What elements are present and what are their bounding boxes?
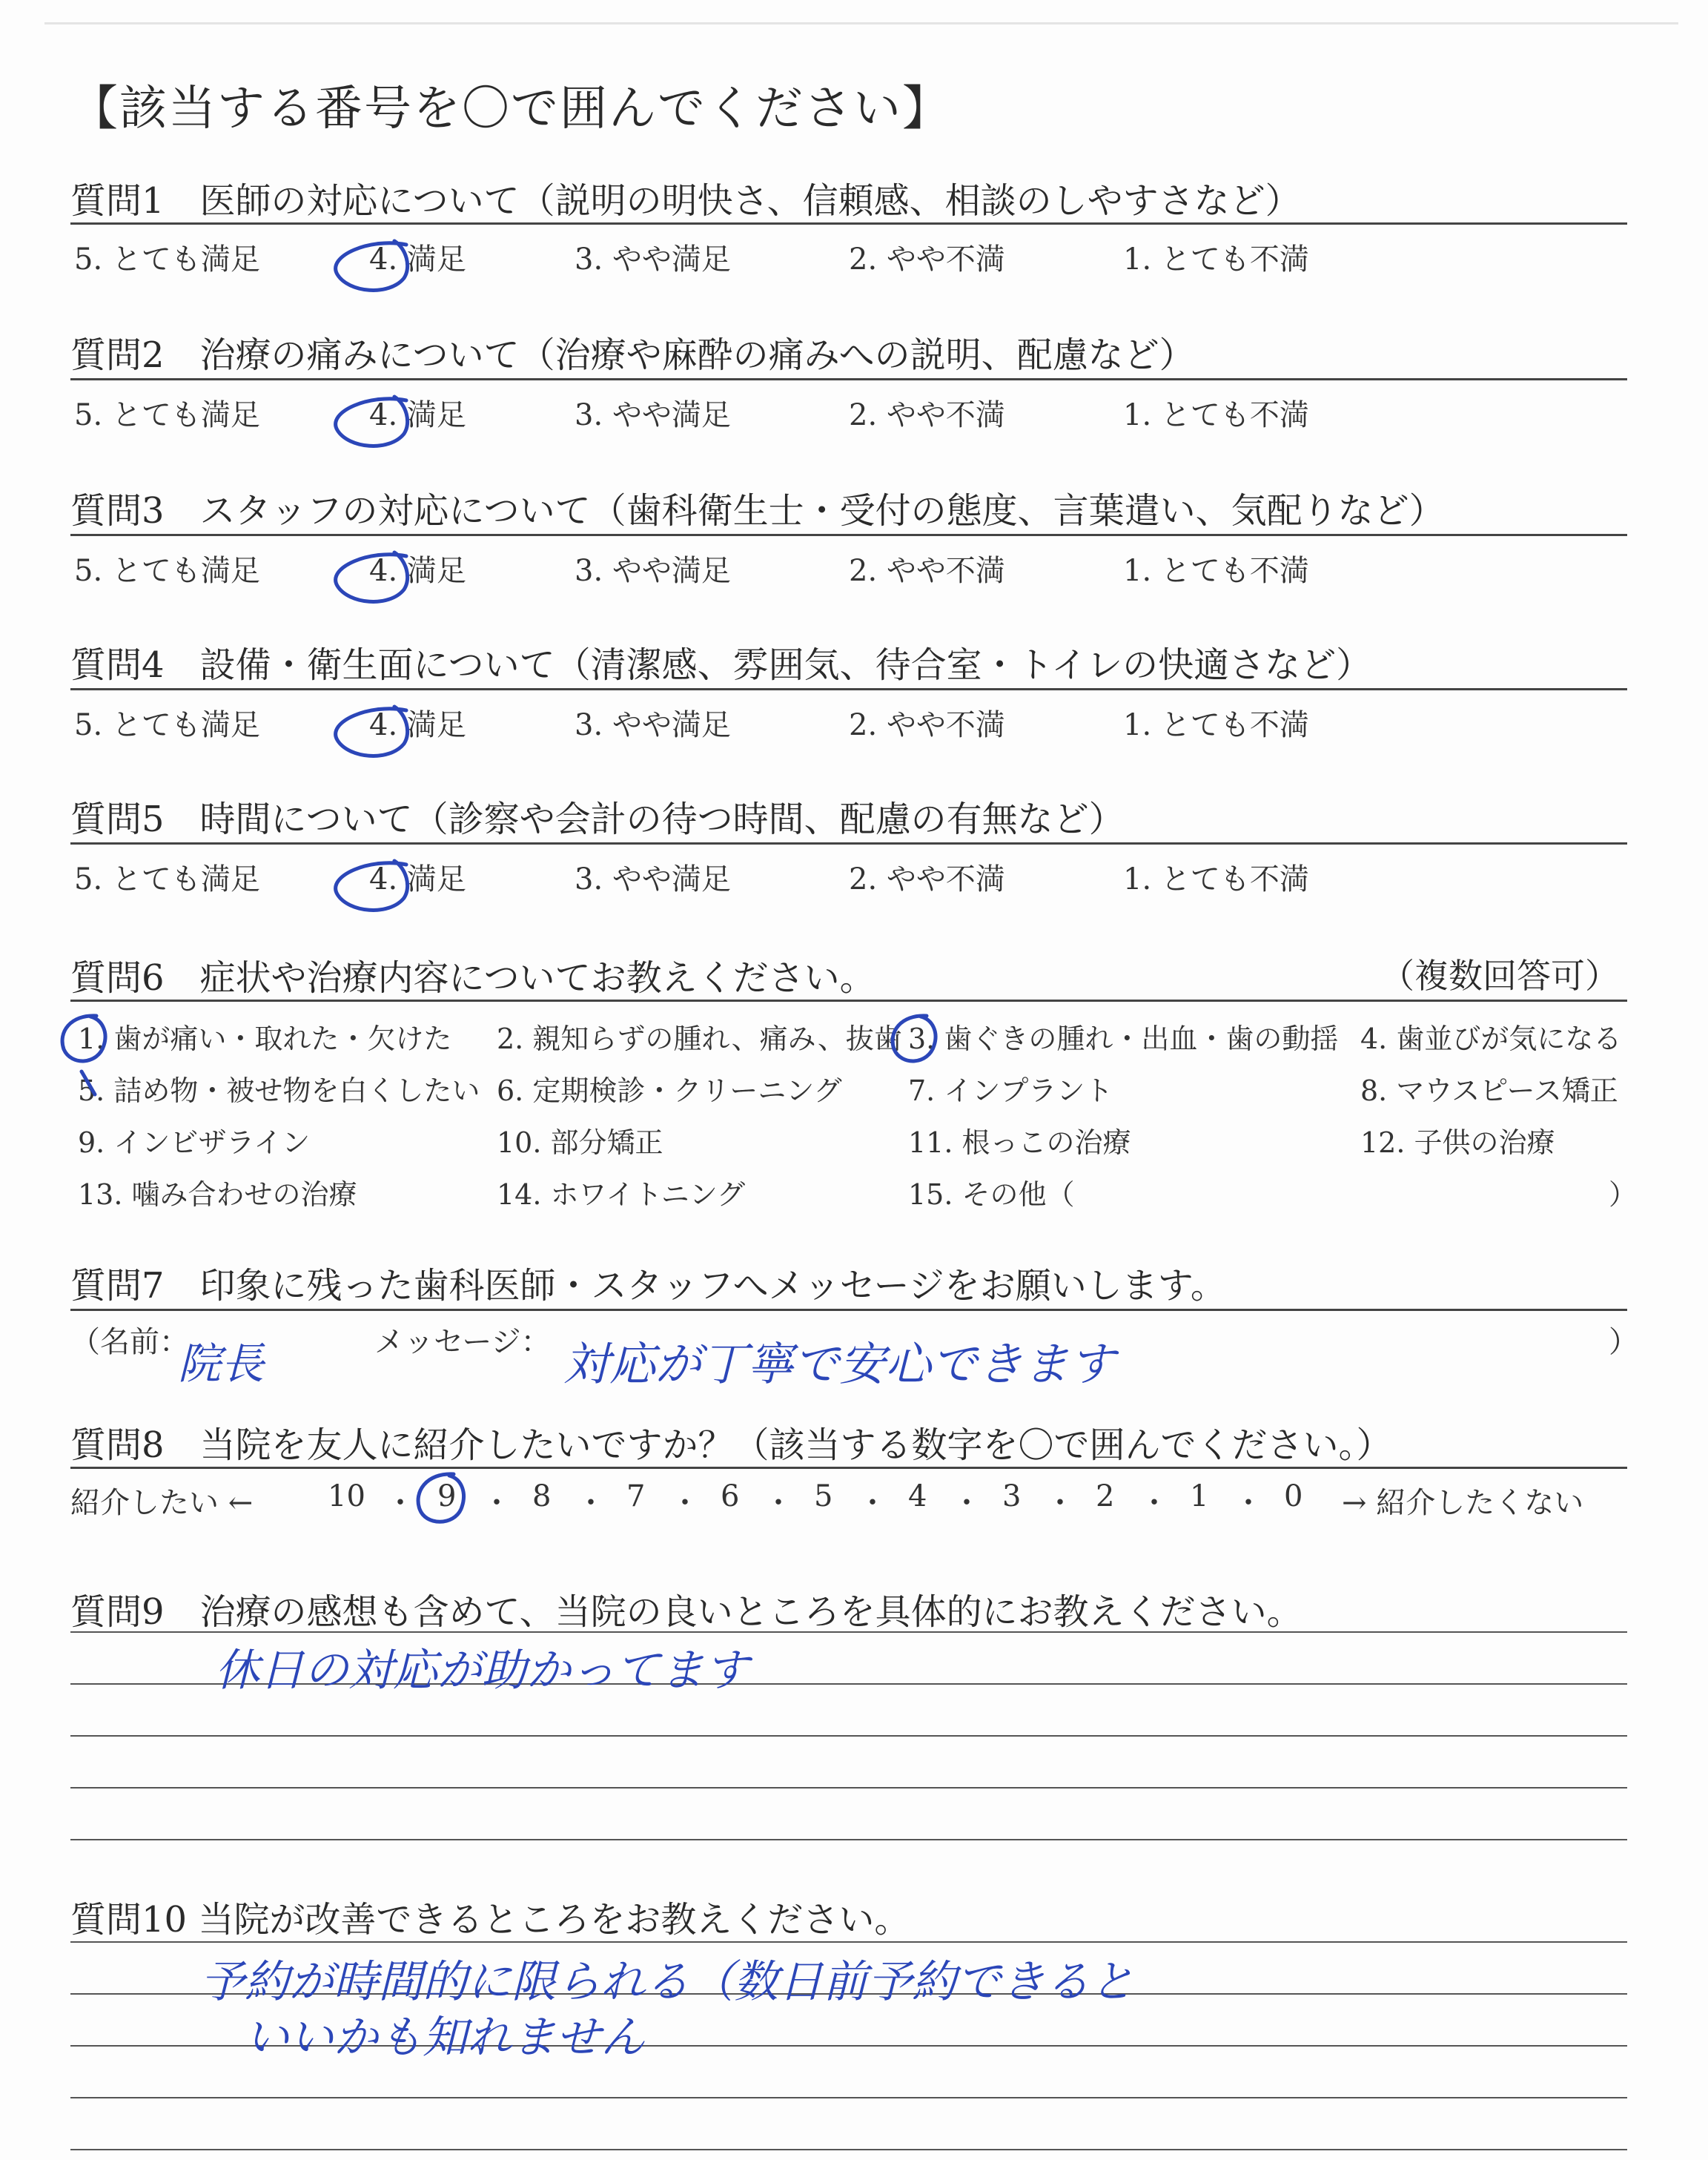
q10-title: 質問10 当院が改善できるところをお教えください。	[70, 1899, 910, 1941]
q8-separator: ・	[1234, 1486, 1263, 1520]
q8-separator: ・	[385, 1486, 415, 1520]
q6-option-15[interactable]: 15. その他（	[908, 1178, 1075, 1211]
q6-option-9[interactable]: 9. インビザライン	[78, 1126, 311, 1159]
q3-option-4[interactable]: 4. 満足	[369, 554, 466, 588]
q8-score-2[interactable]: 2	[1096, 1479, 1115, 1513]
q6-option-14[interactable]: 14. ホワイトニング	[497, 1178, 746, 1211]
q6-option-3[interactable]: 3. 歯ぐきの腫れ・出血・歯の動揺	[908, 1023, 1339, 1055]
q3-option-3[interactable]: 3. やや満足	[575, 554, 731, 588]
q6-multiple-note: （複数回答可）	[1380, 956, 1619, 996]
q8-left-label: 紹介したい ←	[70, 1486, 254, 1520]
q2-option-2[interactable]: 2. やや不満	[849, 398, 1005, 432]
q8-separator: ・	[576, 1486, 606, 1520]
q5-option-1[interactable]: 1. とても不満	[1123, 862, 1309, 896]
q7-title: 質問7 印象に残った歯科医師・スタッフへメッセージをお願いします。	[70, 1265, 1226, 1307]
q9-answer-handwritten[interactable]: 休日の対応が助かってます	[215, 1645, 749, 1697]
q6-option-8[interactable]: 8. マウスピース矯正	[1360, 1074, 1618, 1107]
q6-option-10[interactable]: 10. 部分矯正	[497, 1126, 663, 1159]
q2-option-3[interactable]: 3. やや満足	[575, 398, 731, 432]
q2-option-5[interactable]: 5. とても満足	[74, 398, 260, 432]
q3-option-5[interactable]: 5. とても満足	[74, 554, 260, 588]
q8-separator: ・	[1139, 1486, 1169, 1520]
q4-option-3[interactable]: 3. やや満足	[575, 708, 731, 742]
q5-option-5[interactable]: 5. とても満足	[74, 862, 260, 896]
q6-other-close-paren: ）	[1609, 1178, 1638, 1211]
q8-separator: ・	[764, 1486, 793, 1520]
q8-separator: ・	[952, 1486, 982, 1520]
q9-writing-line	[70, 1631, 1627, 1633]
q9-writing-line	[70, 1787, 1627, 1789]
q3-option-2[interactable]: 2. やや不満	[849, 554, 1005, 588]
q2-rule	[70, 378, 1627, 380]
q6-option-5[interactable]: 5. 詰め物・被せ物を白くしたい	[78, 1074, 480, 1107]
q5-title: 質問5 時間について（診察や会計の待つ時間、配慮の有無など）	[70, 799, 1125, 840]
q8-title: 質問8 当院を友人に紹介したいですか？（該当する数字を〇で囲んでください。）	[70, 1424, 1392, 1466]
q6-option-6[interactable]: 6. 定期検診・クリーニング	[497, 1074, 842, 1107]
q4-option-1[interactable]: 1. とても不満	[1123, 708, 1309, 742]
scan-top-edge	[44, 22, 1678, 24]
q5-option-3[interactable]: 3. やや満足	[575, 862, 731, 896]
q7-close-paren: ）	[1609, 1325, 1638, 1359]
q10-writing-line	[70, 2149, 1627, 2150]
q7-rule	[70, 1309, 1627, 1311]
q8-score-0[interactable]: 0	[1284, 1479, 1303, 1513]
q1-option-3[interactable]: 3. やや満足	[575, 242, 731, 277]
q10-answer-handwritten-line2[interactable]: いいかも知れません	[245, 2012, 645, 2064]
q8-right-label: → 紹介したくない	[1342, 1486, 1584, 1520]
q6-rule	[70, 1000, 1627, 1002]
q5-option-4[interactable]: 4. 満足	[369, 862, 466, 896]
q8-score-4[interactable]: 4	[908, 1479, 927, 1513]
q10-answer-handwritten-line1[interactable]: 予約が時間的に限られる（数日前予約できると	[200, 1956, 1134, 2008]
q2-option-1[interactable]: 1. とても不満	[1123, 398, 1309, 432]
q8-separator: ・	[670, 1486, 700, 1520]
q3-option-1[interactable]: 1. とても不満	[1123, 554, 1309, 588]
q8-score-6[interactable]: 6	[721, 1479, 740, 1513]
q1-option-4[interactable]: 4. 満足	[369, 242, 466, 277]
q8-score-10[interactable]: 10	[328, 1479, 365, 1513]
q6-title: 質問6 症状や治療内容についてお教えください。	[70, 957, 875, 999]
q8-score-8[interactable]: 8	[532, 1479, 552, 1513]
q9-title: 質問9 治療の感想も含めて、当院の良いところを具体的にお教えください。	[70, 1591, 1302, 1633]
q5-rule	[70, 842, 1627, 845]
q9-writing-line	[70, 1735, 1627, 1737]
q6-option-1[interactable]: 1. 歯が痛い・取れた・欠けた	[78, 1023, 452, 1055]
q6-option-4[interactable]: 4. 歯並びが気になる	[1360, 1023, 1622, 1055]
q8-score-5[interactable]: 5	[814, 1479, 833, 1513]
q8-separator: ・	[482, 1486, 512, 1520]
q8-score-9[interactable]: 9	[437, 1479, 457, 1513]
q10-writing-line	[70, 1941, 1627, 1943]
q1-option-1[interactable]: 1. とても不満	[1123, 242, 1309, 277]
q1-rule	[70, 222, 1627, 225]
q1-option-2[interactable]: 2. やや不満	[849, 242, 1005, 277]
q4-title: 質問4 設備・衛生面について（清潔感、雰囲気、待合室・トイレの快適さなど）	[70, 644, 1372, 686]
q8-score-7[interactable]: 7	[626, 1479, 646, 1513]
q7-message-label: メッセージ：	[374, 1325, 551, 1359]
q8-separator: ・	[858, 1486, 887, 1520]
q6-option-13[interactable]: 13. 噛み合わせの治療	[78, 1178, 357, 1211]
q6-option-11[interactable]: 11. 根っこの治療	[908, 1126, 1131, 1159]
q4-option-4[interactable]: 4. 満足	[369, 708, 466, 742]
q5-option-2[interactable]: 2. やや不満	[849, 862, 1005, 896]
q1-title: 質問1 医師の対応について（説明の明快さ、信頼感、相談のしやすさなど）	[70, 180, 1301, 222]
q4-option-2[interactable]: 2. やや不満	[849, 708, 1005, 742]
q7-name-handwritten[interactable]: 院長	[178, 1338, 265, 1389]
q1-option-5[interactable]: 5. とても満足	[74, 242, 260, 277]
q3-title: 質問3 スタッフの対応について（歯科衛生士・受付の態度、言葉遣い、気配りなど）	[70, 490, 1445, 532]
q6-option-2[interactable]: 2. 親知らずの腫れ、痛み、抜歯	[497, 1023, 902, 1055]
form-heading: 【該当する番号を〇で囲んでください】	[70, 82, 951, 136]
q8-score-1[interactable]: 1	[1190, 1479, 1209, 1513]
q10-writing-line	[70, 2097, 1627, 2098]
q8-rule	[70, 1467, 1627, 1469]
q4-rule	[70, 688, 1627, 690]
q7-message-handwritten[interactable]: 対応が丁寧で安心できます	[563, 1337, 1116, 1391]
q6-option-12[interactable]: 12. 子供の治療	[1360, 1126, 1555, 1159]
q3-rule	[70, 534, 1627, 536]
q8-score-3[interactable]: 3	[1002, 1479, 1022, 1513]
q9-writing-line	[70, 1839, 1627, 1840]
q6-option-7[interactable]: 7. インプラント	[908, 1074, 1113, 1107]
q4-option-5[interactable]: 5. とても満足	[74, 708, 260, 742]
q7-name-label: （名前：	[70, 1325, 189, 1359]
q2-option-4[interactable]: 4. 満足	[369, 398, 466, 432]
q8-separator: ・	[1045, 1486, 1075, 1520]
q2-title: 質問2 治療の痛みについて（治療や麻酔の痛みへの説明、配慮など）	[70, 334, 1195, 376]
